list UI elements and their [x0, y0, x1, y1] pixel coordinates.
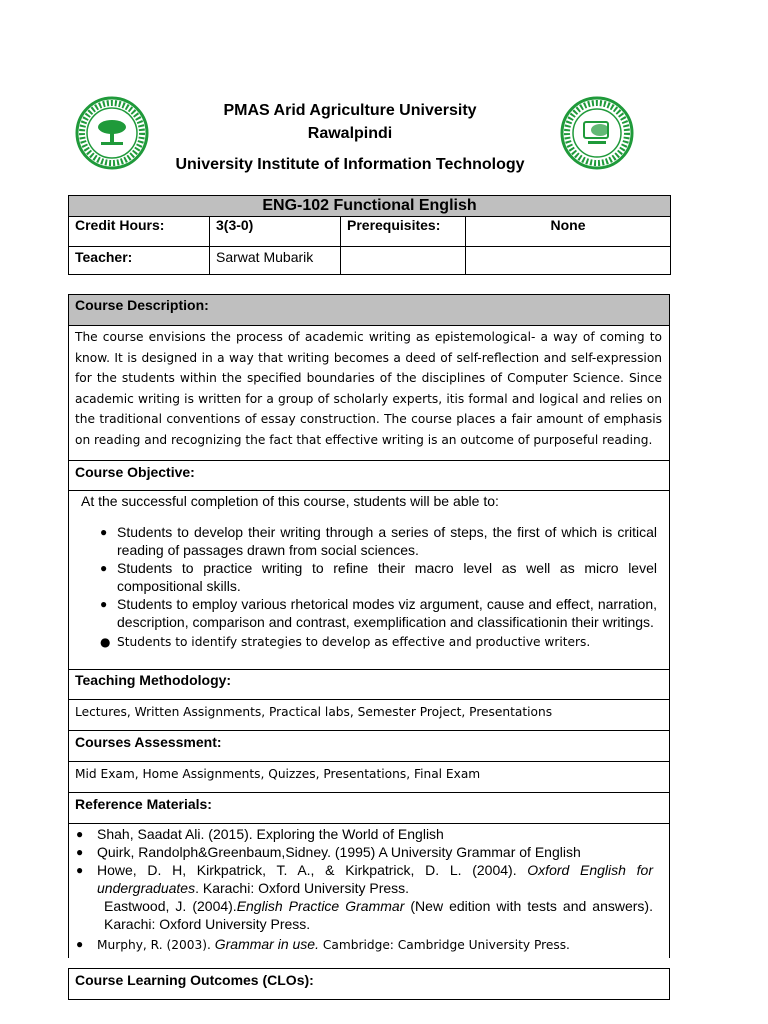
bullet-icon: ● [76, 827, 84, 841]
bullet-icon: ● [100, 597, 108, 611]
course-objective-heading: Course Objective: [69, 461, 669, 491]
teaching-methodology-heading: Teaching Methodology: [69, 670, 669, 700]
list-item: ● Howe, D. H, Kirkpatrick, T. A., & Kirkpatrick, D. L. (2004). Oxford English for undergraduates. Karachi: Oxford University Press. [76, 862, 653, 896]
bullet-icon: ● [76, 845, 84, 859]
list-item: ● Murphy, R. (2003). Grammar in use. Cambridge: Cambridge University Press. [76, 936, 570, 952]
institute-name: University Institute of Information Technology [175, 156, 525, 173]
course-outline-box [68, 294, 670, 1000]
list-item: ● Quirk, Randolph&Greenbaum,Sidney. (1995) A University Grammar of English [76, 844, 581, 860]
prerequisites-value: None [466, 217, 671, 247]
list-item: Eastwood, J. (2004).English Practice Grammar (New edition with tests and answers). Karachi: Oxford University Press. [104, 898, 653, 932]
course-info-table [68, 195, 671, 275]
bullet-icon: ● [100, 525, 108, 539]
teaching-methodology-text: Lectures, Written Assignments, Practical labs, Semester Project, Presentations [69, 700, 669, 731]
bullet-icon: ● [100, 561, 108, 575]
course-description-text: The course envisions the process of academic writing as epistemological- a way of coming to know. It is designed in a way that writing becomes a deed of self-reflection and self-expression for the students within the specified boundaries of the disciplines of Computer Science. Since academic writing is written for a group of scholarly experts, itis formal and logical and relies on the traditional conventions of essay construction. The course places a fair amount of emphasis on reading and recognizing the fact that effective writing is an outcome of purposeful reading. [69, 326, 669, 461]
credit-hours-label: Credit Hours: [69, 217, 210, 247]
prerequisites-label: Prerequisites: [341, 217, 466, 247]
course-title: ENG-102 Functional English [69, 196, 671, 217]
bullet-icon: ● [76, 937, 84, 951]
list-item: ● Students to identify strategies to develop as effective and productive writers. [100, 635, 591, 649]
university-name: PMAS Arid Agriculture University [223, 102, 477, 119]
objective-intro: At the successful completion of this course, students will be able to: [81, 493, 499, 509]
courses-assessment-heading: Courses Assessment: [69, 731, 669, 762]
university-seal-logo [75, 96, 149, 170]
objective-list [100, 523, 657, 651]
course-objective-body [69, 491, 669, 670]
credit-hours-value: 3(3-0) [210, 217, 341, 247]
reference-materials-heading: Reference Materials: [69, 793, 669, 824]
course-description-heading: Course Description: [69, 295, 669, 326]
empty-cell [466, 247, 671, 275]
list-item: ● Shah, Saadat Ali. (2015). Exploring the World of English [76, 826, 444, 842]
clos-heading: Course Learning Outcomes (CLOs): [75, 972, 314, 988]
reference-materials-body [69, 824, 669, 968]
courses-assessment-text: Mid Exam, Home Assignments, Quizzes, Presentations, Final Exam [69, 762, 669, 793]
teacher-label: Teacher: [69, 247, 210, 275]
clos-box [68, 968, 670, 1000]
empty-cell [341, 247, 466, 275]
section-gap [68, 958, 670, 968]
list-item: ● Students to practice writing to refine their macro level as well as micro level compositional skills. [100, 560, 657, 594]
bullet-icon: ● [100, 635, 111, 649]
institute-seal-logo [560, 96, 634, 170]
teacher-value: Sarwat Mubarik [210, 247, 341, 275]
bullet-icon: ● [76, 863, 84, 877]
list-item: ● Students to employ various rhetorical modes viz argument, cause and effect, narration, description, comparison and contrast, exemplification and classificationin their writings. [100, 596, 657, 630]
list-item: ● Students to develop their writing through a series of steps, the first of which is critical reading of passages drawn from social sciences. [100, 524, 657, 558]
university-city: Rawalpindi [307, 125, 393, 142]
reference-list [76, 824, 653, 954]
